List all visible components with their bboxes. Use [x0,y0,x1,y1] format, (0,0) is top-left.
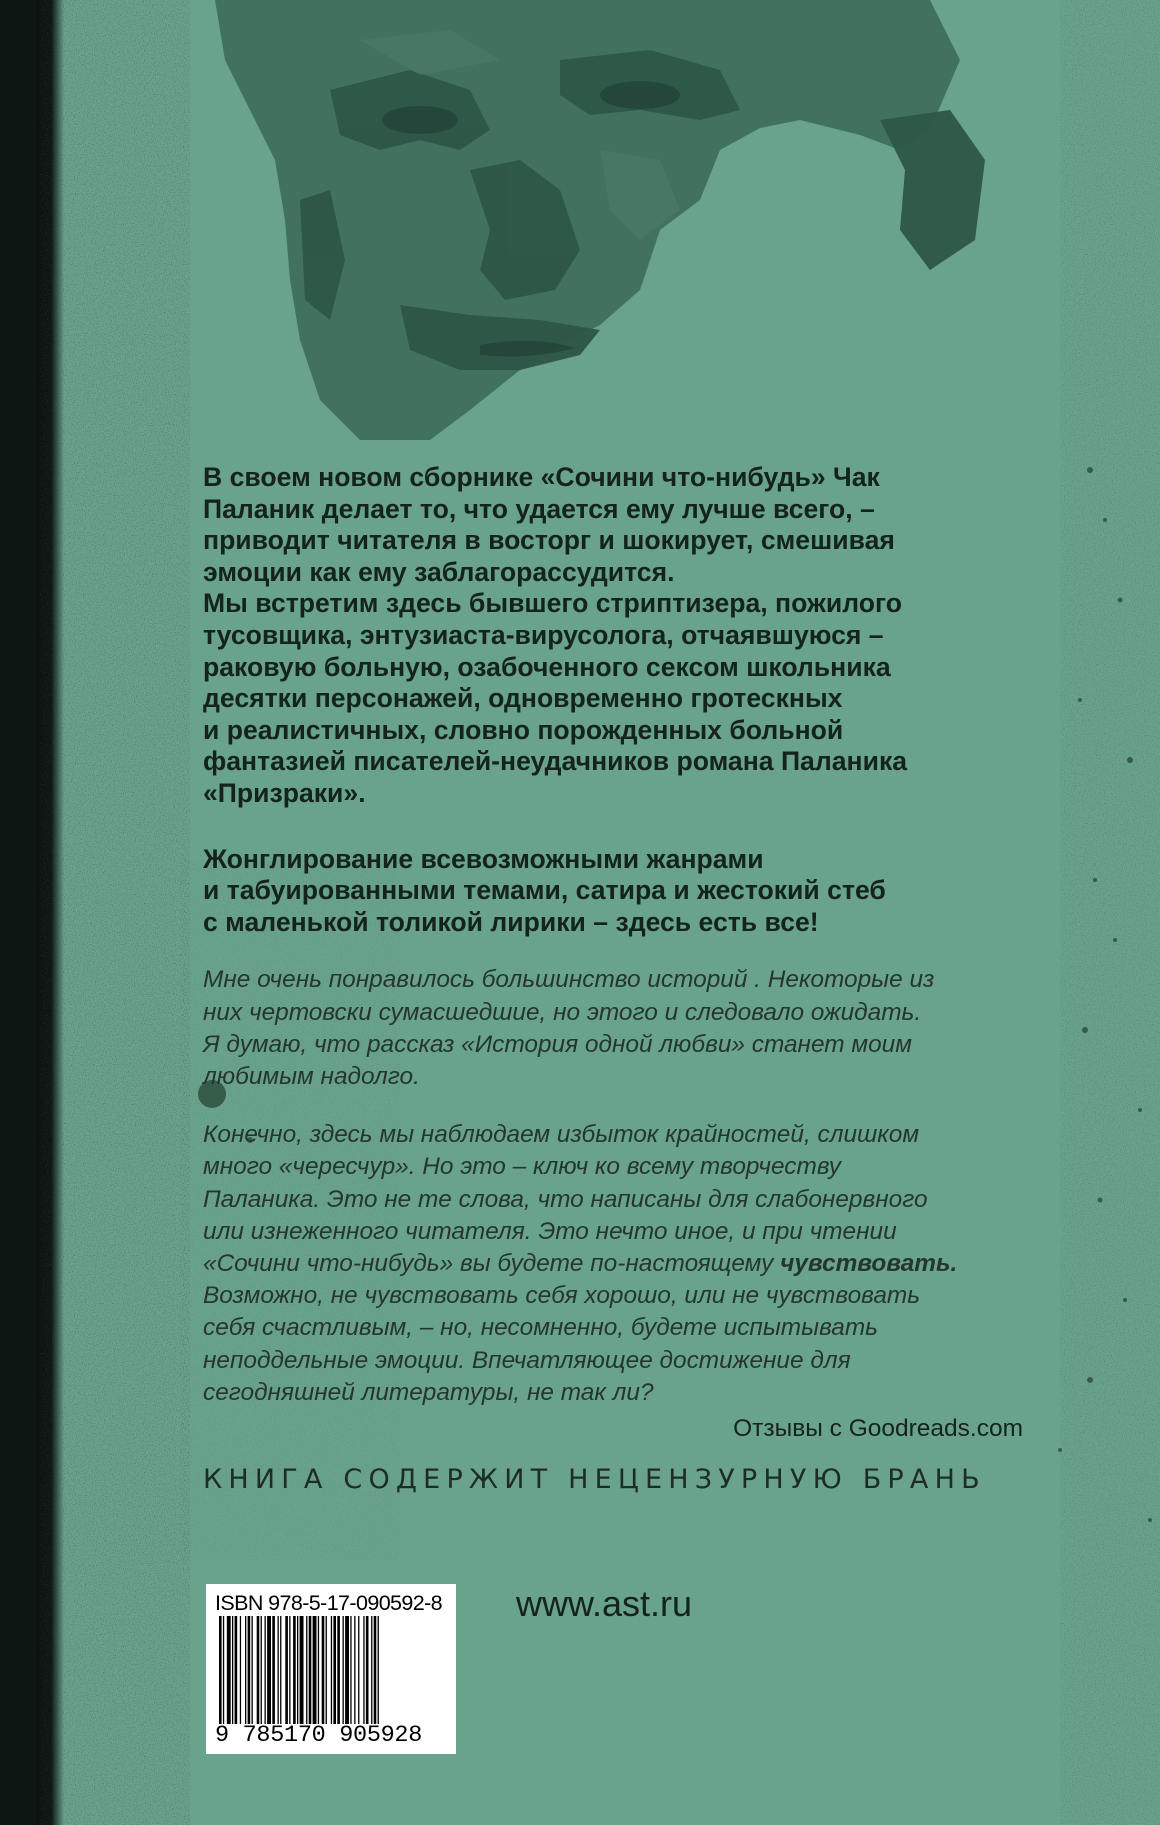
review-line-text: «Сочини что-нибудь» вы будете по-настоящему [203,1249,781,1277]
review-line: Возможно, не чувствовать себя хорошо, или не чувствовать [203,1282,921,1310]
barcode-bar [285,1616,288,1724]
content-warning: КНИГА СОДЕРЖИТ НЕЦЕНЗУРНУЮ БРАНЬ [203,1464,986,1495]
review-line: или изнеженного читателя. Это нечто иное, и при чтении [203,1217,897,1245]
review-source: Отзывы с Goodreads.com [733,1414,1023,1442]
barcode-bar [322,1616,325,1724]
barcode-bar [300,1616,304,1724]
barcode-bar [306,1616,307,1724]
blurb-line: раковую больную, озабоченного сексом школьника [203,651,891,682]
barcode-bar [219,1616,222,1724]
barcode-bar [366,1616,369,1724]
barcode-bar [267,1616,271,1724]
barcode-bars [217,1616,445,1724]
barcode-bar [374,1616,377,1724]
publisher-website: www.ast.ru [516,1583,693,1624]
blurb-line: Мы встретим здесь бывшего стриптизера, пожилого [203,588,902,619]
back-cover-copy [203,462,1063,1443]
barcode-bar [278,1616,279,1724]
review-line: Я думаю, что рассказ «История одной любви» станет моим [203,1030,912,1058]
barcode-bar [235,1616,238,1724]
barcode-bar [272,1616,275,1724]
barcode-bar [331,1616,332,1724]
barcode-bar [240,1616,241,1724]
review-line: них чертовски сумасшедшие, но этого и следовало ожидать. [203,998,922,1026]
review-line: Мне очень понравилось большинство историй . Некоторые из [203,966,935,994]
barcode-bar [350,1616,351,1724]
blurb-line: приводит читателя в восторг и шокирует, смешивая [203,525,895,556]
barcode-bar [289,1616,290,1724]
blurb-line: и табуированными темами, сатира и жестокий стеб [203,875,886,906]
barcode-bar [252,1616,253,1724]
blurb-line: Паланик делает то, что удается ему лучше всего, – [203,493,875,524]
blurb-line: «Призраки». [203,777,366,808]
barcode-bar [280,1616,281,1724]
barcode-bar [333,1616,336,1724]
barcode-bar [363,1616,364,1724]
barcode-bar [248,1616,251,1724]
barcode-bar [309,1616,312,1724]
barcode-bar [297,1616,298,1724]
blurb-paragraph-1 [203,462,1063,810]
blurb-paragraph-2 [203,844,1063,939]
barcode-bar [265,1616,266,1724]
review-emphasis: чувствовать. [780,1249,958,1277]
barcode-bar [232,1616,233,1724]
review-line: сегодняшней литературы, не так ли? [203,1378,654,1406]
barcode-bar [378,1616,379,1724]
review-line: Паланика. Это не те слова, что написаны для слабонервного [203,1185,928,1213]
review-line: себя счастливым, – но, несомненно, будете испытывать [203,1314,878,1342]
barcode-bar [261,1616,262,1724]
barcode-bar [223,1616,224,1724]
barcode-bar [343,1616,344,1724]
barcode-bar [318,1616,319,1724]
review-line: много «чересчур». Но это – ключ ко всему творчеству [203,1153,841,1181]
isbn-digits: 9 785170 905928 [215,1722,423,1749]
isbn-label: ISBN 978-5-17-090592-8 [215,1591,443,1615]
blurb-line: десятки персонажей, одновременно гротескных [203,683,843,714]
barcode-bar [337,1616,340,1724]
barcode-bar [354,1616,355,1724]
barcode-bar [257,1616,260,1724]
review-1 [203,964,1063,1093]
review-line: неподдельные эмоции. Впечатляющее достижение для [203,1346,851,1374]
barcode-bar [227,1616,231,1724]
blurb-line: эмоции как ему заблагорассудится. [203,556,675,587]
barcode-bar [326,1616,327,1724]
barcode-bar [345,1616,349,1724]
blurb-line: тусовщика, энтузиаста-вирусолога, отчаявшуюся – [203,619,884,650]
blurb-line: фантазией писателей-неудачников романа Паланика [203,746,908,777]
barcode-bar [358,1616,359,1724]
barcode-bar [371,1616,372,1724]
barcode-bar [313,1616,317,1724]
blurb-line: В своем новом сборнике «Сочини что-нибудь» Чак [203,462,880,492]
barcode-bar [245,1616,246,1724]
review-line: Конечно, здесь мы наблюдаем избыток крайностей, слишком [203,1121,920,1149]
review-line [203,1248,1063,1280]
blurb-line: Жонглирование всевозможными жанрами [203,843,764,874]
barcode-bar [293,1616,296,1724]
blurb-line: с маленькой толикой лирики – здесь есть все! [203,906,819,937]
review-line: любимым надолго. [203,1062,420,1090]
blurb-line: и реалистичных, словно порожденных больной [203,714,844,745]
review-2 [203,1119,1063,1409]
isbn-barcode [206,1584,456,1754]
